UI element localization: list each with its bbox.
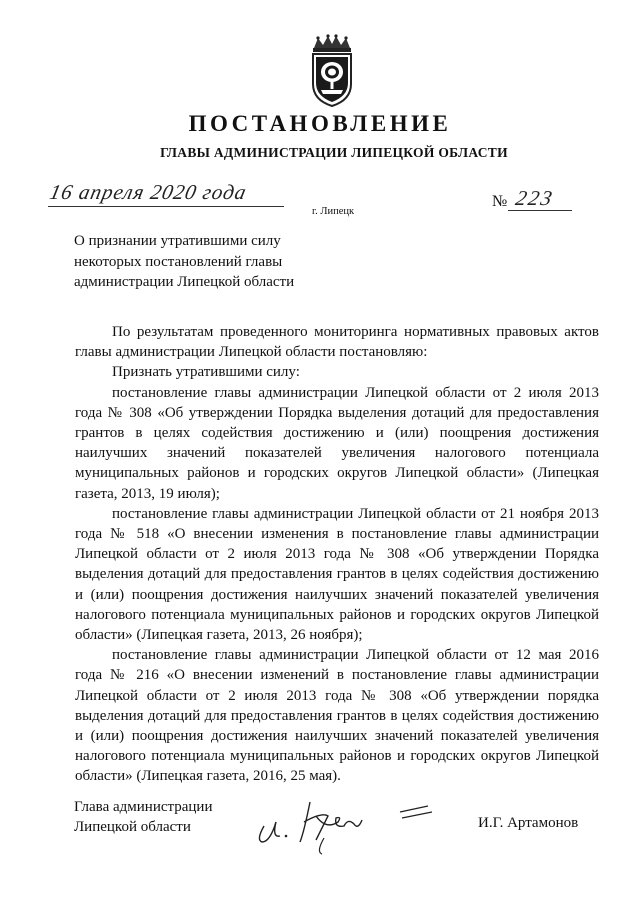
document-subtitle: ГЛАВЫ АДМИНИСТРАЦИИ ЛИПЕЦКОЙ ОБЛАСТИ — [160, 145, 508, 160]
document-title: ПОСТАНОВЛЕНИЕ — [188, 111, 452, 136]
signatory-position-line2: Липецкой области — [74, 819, 191, 835]
handwritten-date: 16 апреля 2020 года — [47, 180, 250, 204]
number-label: № — [492, 193, 508, 210]
date-underline — [48, 206, 284, 207]
document-subject: О признании утратившими силу некоторых постановлений главы администрации Липецкой области — [74, 233, 295, 290]
handwritten-signature — [250, 782, 440, 862]
body-paragraph: По результатам проведенного мониторинга нормативных правовых актов главы администрации Липецкой области постановляю: — [75, 324, 599, 361]
signatory-name: И.Г. Артамонов — [478, 815, 579, 831]
number-underline — [508, 210, 572, 211]
handwritten-number: 223 — [513, 186, 557, 210]
body-paragraph: постановление главы администрации Липецкой области от 2 июля 2013 года № 308 «Об утверждении Порядка выделения дотаций для предоставления грантов в целях содействия достижению и (или) поощрения достижения наилучших значений показателей увеличения налогового потенциала муниципальных районов и городских округов Липецкой области» (Липецкая газета, 2013, 19 июля); — [75, 384, 599, 502]
body-paragraph: постановление главы администрации Липецкой области от 12 мая 2016 года № 216 «О внесении изменений в постановление главы администрации Липецкой области от 2 июля 2013 года № 308 «Об утверждении порядка выделения дотаций для предоставления грантов в целях содействия достижению и (или) поощрения достижения наилучших значений показателей увеличения налогового потенциала муниципальных районов и городских округов Липецкой области» (Липецкая газета, 2016, 25 мая). — [75, 647, 599, 785]
signatory-position — [74, 797, 212, 837]
city-label: г. Липецк — [312, 206, 355, 217]
body-paragraph: постановление главы администрации Липецкой области от 21 ноября 2013 года № 518 «О внесении изменения в постановление главы администрации Липецкой области от 2 июля 2013 года № 308 «Об утверждении Порядка выделения дотаций для предоставления грантов в целях содействия достижению и (или) поощрения достижения наилучших значений показателей увеличения налогового потенциала муниципальных районов и городских округов Липецкой области» (Липецкая газета, 2013, 26 ноября); — [75, 505, 599, 644]
signatory-position-line1: Глава администрации — [74, 799, 213, 815]
coat-of-arms-icon — [308, 34, 356, 108]
body-paragraph: Признать утратившими силу: — [112, 364, 300, 381]
document-body — [75, 322, 599, 787]
